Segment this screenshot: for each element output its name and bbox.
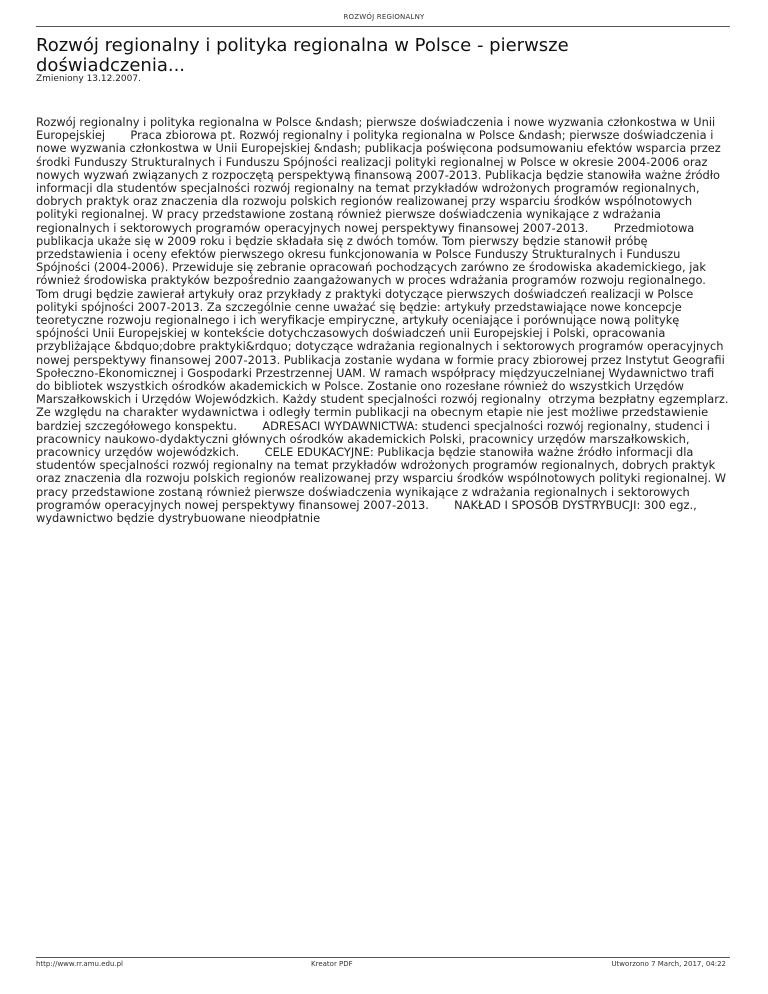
footer-url-link[interactable]: http://www.rr.amu.edu.pl — [36, 960, 123, 968]
modified-date: Zmieniony 13.12.2007. — [36, 74, 141, 84]
footer-divider — [36, 957, 730, 958]
footer-generator: Kreator PDF — [311, 960, 353, 968]
article-body: Rozwój regionalny i polityka regionalna w Polsce &ndash; pierwsze doświadczenia i nowe wyzwania członkostwa w Unii Europejskiej Praca zbiorowa pt. Rozwój regionalny i polityka regionalna w Polsce &ndash; pierwsze doświadczenia i nowe wyzwania członkostwa w Unii Europejskiej &ndash; publikacja poświęcona podsumowaniu efektów wsparcia przez środki Funduszy Strukturalnych i Funduszu Spójności realizacji polityki regionalnej w Polsce w okresie 2004-2006 oraz nowych wyzwań związanych z rozpoczętą perspektywą finansową 2007-2013. Publikacja będzie stanowiła ważne źródło informacji dla studentów specjalności rozwój regionalny na temat przykładów wdrożonych programów regionalnych, dobrych praktyk oraz znaczenia dla rozwoju polskich regionów realizowanej przy wsparciu środków wspólnotowych polityki regionalnej. W pracy przedstawione zostaną również pierwsze doświadczenia wynikające z wdrażania regionalnych i sektorowych programów operacyjnych nowej perspektywy finansowej 2007-2013. Przedmiotowa publikacja ukaże się w 2009 roku i będzie składała się z dwóch tomów. Tom pierwszy będzie stanowił próbę przedstawienia i oceny efektów pierwszego okresu funkcjonowania w Polsce Funduszy Strukturalnych i Funduszu Spójności (2004-2006). Przewiduje się zebranie opracowań pochodzących zarówno ze środowiska akademickiego, jak również środowiska praktyków bezpośrednio zaangażowanych w proces wdrażania programów rozwoju regionalnego. Tom drugi będzie zawierał artykuły oraz przykłady z praktyki dotyczące pierwszych doświadczeń realizacji w Polsce polityki spójności 2007-2013. Za szczególnie cenne uważać się będzie: artykuły przedstawiające nowe koncepcje teoretyczne rozwoju regionalnego i ich weryfikacje empiryczne, artykuły oceniające i porównujące nową politykę spójności Unii Europejskiej w kontekście dotychczasowych doświadczeń unii Europejskiej i Polski, opracowania przybliżające &bdquo;dobre praktyki&rdquo; dotyczące wdrażania regionalnych i sektorowych programów operacyjnych nowej perspektywy finansowej 2007-2013. Publikacja zostanie wydana w formie pracy zbiorowej przez Instytut Geografii Społeczno-Ekonomicznej i Gospodarki Przestrzennej UAM. W ramach współpracy międzyuczelnianej Wydawnictwo trafi do bibliotek wszystkich ośrodków akademickich w Polsce. Zostanie ono rozesłane również do wszystkich Urzędów Marszałkowskich i Urzędów Wojewódzkich. Każdy student specjalności rozwój regionalny otrzyma bezpłatny egzemplarz. Ze względu na charakter wydawnictwa i odległy termin publikacji na obecnym etapie nie jest możliwe przedstawienie bardziej szczegółowego konspektu. ADRESACI WYDAWNICTWA: studenci specjalności rozwój regionalny, studenci i pracownicy naukowo-dydaktyczni głównych ośrodków akademickich Polski, pracownicy urzędów marszałkowskich, pracownicy urzędów wojewódzkich. CELE EDUKACYJNE: Publikacja będzie stanowiła ważne źródło informacji dla studentów specjalności rozwój regionalny na temat przykładów wdrożonych programów regionalnych, dobrych praktyk oraz znaczenia dla rozwoju polskich regionów realizowanej przy wsparciu środków wspólnotowych polityki regionalnej. W pracy przedstawione zostaną również pierwsze doświadczenia wynikające z wdrażania regionalnych i sektorowych programów operacyjnych nowej perspektywy finansowej 2007-2013. NAKŁAD I SPOSÓB DYSTRYBUCJI: 300 egz., wydawnictwo będzie dystrybuowane nieodpłatnie — [36, 115, 736, 526]
footer-created-date: Utworzono 7 March, 2017, 04:22 — [611, 960, 726, 968]
header-divider — [36, 26, 730, 27]
page-footer — [36, 960, 730, 974]
running-header: ROZWÓJ REGIONALNY — [343, 13, 425, 21]
article-title: Rozwój regionalny i polityka regionalna w Polsce - pierwsze doświadczenia... — [36, 35, 569, 76]
